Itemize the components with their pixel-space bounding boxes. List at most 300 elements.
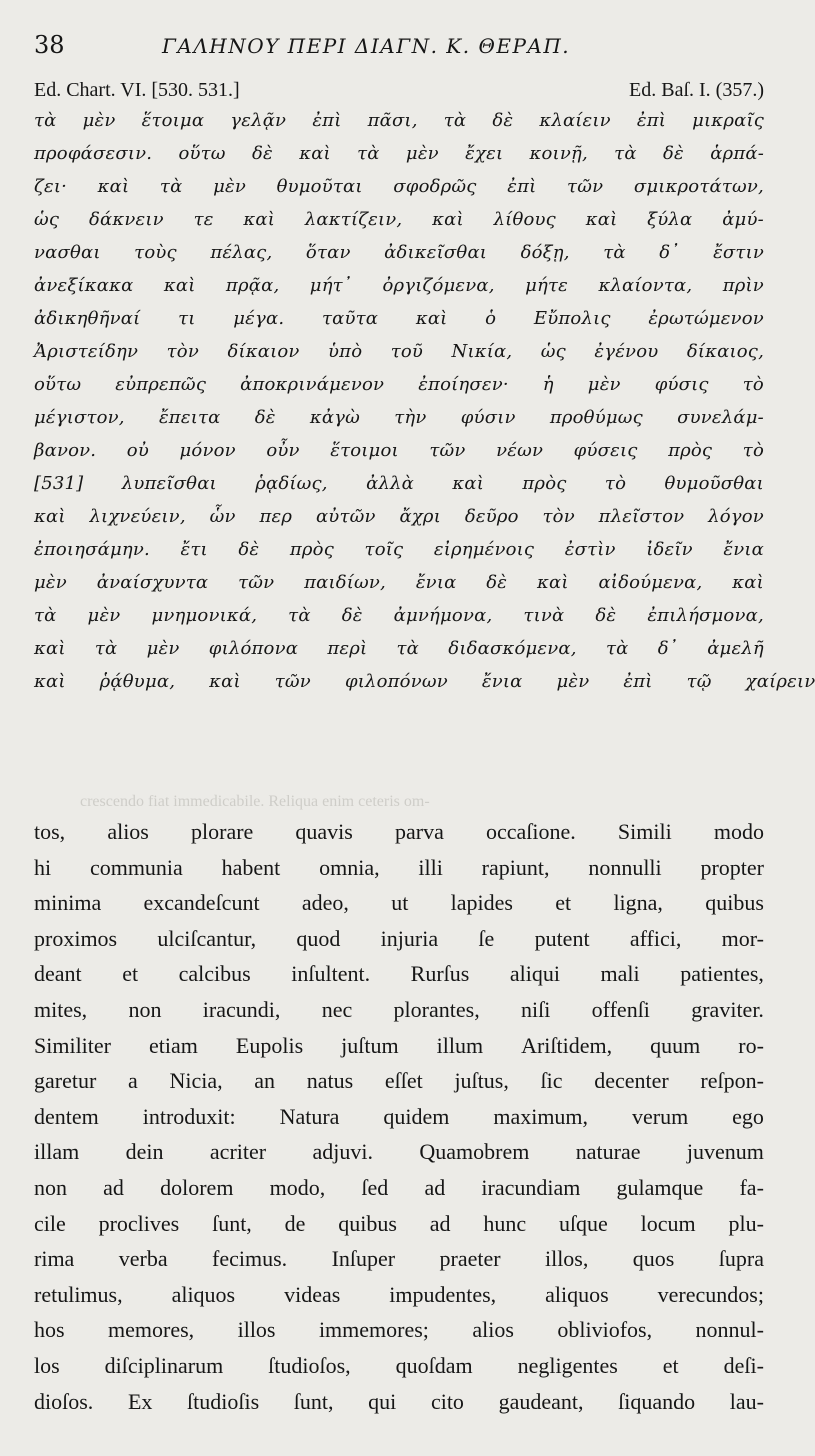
word: dentem — [34, 1103, 99, 1129]
word: τοῦ — [390, 341, 424, 362]
word: injuria — [380, 925, 439, 951]
word: Eupolis — [235, 1032, 304, 1058]
word: retulimus, — [34, 1281, 123, 1307]
word: καὶ — [415, 308, 448, 329]
word: iracundi, — [202, 996, 281, 1022]
word: Nicia, — [169, 1068, 223, 1094]
greek-line — [34, 665, 815, 698]
word: ἀναίσχυντα — [96, 572, 209, 593]
word: εἰρημένοις — [433, 539, 535, 560]
word: ἐστὶν — [564, 539, 616, 560]
greek-line — [34, 236, 764, 269]
word: non — [34, 1174, 67, 1200]
word: an — [254, 1068, 276, 1094]
word: ἕτοιμοι — [330, 440, 399, 461]
word: patientes, — [680, 961, 764, 987]
word: ὅταν — [305, 242, 351, 263]
word: qui — [368, 1388, 397, 1414]
word: Εὔπολις — [533, 308, 611, 329]
word: impudentes, — [389, 1281, 497, 1307]
word: οὐ — [126, 440, 149, 461]
word: ἐποίησεν· — [418, 374, 509, 395]
greek-line — [34, 104, 764, 137]
word: πρὸς — [289, 539, 334, 560]
word: ἀλλὰ — [366, 473, 415, 494]
word: gaudeant, — [498, 1388, 584, 1414]
word: ligna, — [613, 890, 663, 916]
word: fecimus. — [212, 1246, 288, 1272]
word: aliqui — [509, 961, 560, 987]
word: los — [34, 1352, 60, 1378]
greek-line — [34, 203, 764, 236]
word: τὸ — [604, 473, 627, 494]
word: δὲ — [251, 143, 273, 164]
word: hi — [34, 854, 52, 880]
word: cile — [34, 1210, 66, 1236]
word: μήτ᾽ — [309, 275, 353, 296]
word: τὰ — [288, 605, 311, 626]
word: ἀνεξίκακα — [34, 275, 134, 296]
word: προφάσεσιν. — [34, 143, 153, 164]
greek-line — [34, 170, 764, 203]
word: habent — [221, 854, 281, 880]
latin-line — [34, 1384, 764, 1420]
word: illos, — [544, 1246, 589, 1272]
word: ὑπὸ — [328, 341, 363, 362]
word: φιλοπόνων — [344, 671, 448, 692]
word: δὲ — [254, 407, 276, 428]
greek-line — [34, 434, 764, 467]
word: ἐπὶ — [507, 176, 537, 197]
word: καὶ — [163, 275, 196, 296]
word: Natura — [279, 1103, 340, 1129]
greek-line — [34, 632, 764, 665]
greek-line — [34, 566, 764, 599]
word: plorare — [191, 819, 254, 844]
word: mor- — [721, 925, 764, 951]
word: immemores; — [318, 1317, 429, 1343]
word: πέλας, — [210, 242, 273, 263]
word: ἀδικεῖσθαι — [384, 242, 488, 263]
word: κἀγὼ — [309, 407, 361, 428]
latin-line — [34, 1241, 764, 1277]
word: uſque — [558, 1210, 608, 1236]
word: τὸν — [166, 341, 199, 362]
word: aliquos — [171, 1281, 236, 1307]
word: δὲ — [238, 539, 260, 560]
word: μὲν — [82, 110, 116, 131]
word: μνημονικά, — [151, 605, 258, 626]
word: ad — [424, 1174, 446, 1200]
word: natus — [306, 1068, 354, 1094]
word: παιδίων, — [304, 572, 386, 593]
word: τε — [193, 209, 214, 230]
greek-line — [34, 599, 764, 632]
word: ῥᾴθυμα, — [99, 671, 176, 692]
word: τῶν — [429, 440, 466, 461]
word: θυμοῦται — [276, 176, 363, 197]
word: φύσεις — [573, 440, 638, 461]
word: τὰ — [443, 110, 467, 131]
word: ἐποιησάμην. — [34, 539, 150, 560]
latin-line — [34, 1063, 764, 1099]
word: περὶ — [327, 638, 368, 659]
page-number: 38 — [34, 31, 65, 59]
word: dolorem — [160, 1174, 234, 1200]
word: ταῦτα — [321, 308, 379, 329]
word: ὡς — [34, 209, 60, 230]
word: δὲ — [595, 605, 617, 626]
word: deant — [34, 961, 82, 987]
word: memores, — [108, 1317, 195, 1343]
word: ſe — [478, 925, 495, 951]
greek-line — [34, 368, 764, 401]
word: dein — [125, 1139, 164, 1165]
word: μὲν — [213, 176, 246, 197]
word: καὶ — [299, 143, 331, 164]
word: πρὸς — [522, 473, 567, 494]
word: θυμοῦσθαι — [664, 473, 764, 494]
latin-line — [34, 921, 764, 957]
word: φύσις — [654, 374, 709, 395]
latin-line — [34, 885, 764, 921]
word: οὖν — [266, 440, 300, 461]
word: non — [128, 996, 162, 1022]
word: cito — [430, 1388, 464, 1414]
word: de — [284, 1210, 306, 1236]
word: καὶ — [537, 572, 569, 593]
word: αἰδούμενα, — [598, 572, 703, 593]
word: πᾶσι, — [367, 110, 418, 131]
word: gulamque — [616, 1174, 704, 1200]
word: ſunt, — [293, 1388, 334, 1414]
word: πρᾷα, — [225, 275, 280, 296]
word: hos — [34, 1317, 65, 1343]
word: ſic — [540, 1068, 563, 1094]
word: ὀργιζόμενα, — [382, 275, 495, 296]
word: σμικροτάτων, — [633, 176, 764, 197]
word: δὲ — [492, 110, 514, 131]
word: communia — [89, 854, 183, 880]
latin-line — [34, 1170, 764, 1206]
word: μόνον — [179, 440, 236, 461]
word: maximum, — [493, 1103, 589, 1129]
word: alios — [107, 819, 149, 844]
word: illi — [418, 854, 443, 880]
word: quibus — [705, 890, 764, 916]
word: quum — [650, 1032, 701, 1058]
word: δ᾽ — [659, 242, 680, 263]
word: τὰ — [396, 638, 420, 659]
word: μὲν — [587, 374, 621, 395]
word: ro- — [738, 1032, 764, 1058]
latin-line — [34, 1028, 764, 1064]
word: juvenum — [686, 1139, 764, 1165]
word: praeter — [439, 1246, 501, 1272]
word: ἐπὶ — [636, 110, 667, 131]
word: nonnulli — [588, 854, 662, 880]
word: occaſione. — [485, 819, 576, 844]
word: excandeſcunt — [143, 890, 260, 916]
word: καὶ — [209, 671, 241, 692]
word: καὶ — [34, 638, 66, 659]
latin-text-block — [34, 814, 764, 1419]
word: verecundos; — [657, 1281, 764, 1307]
word: illos — [237, 1317, 276, 1343]
word: τὰ — [159, 176, 183, 197]
latin-line — [34, 1277, 764, 1313]
word: verum — [632, 1103, 689, 1129]
word: etiam — [149, 1032, 198, 1058]
word: diſciplinarum — [104, 1352, 224, 1378]
word: καὶ — [97, 176, 130, 197]
word: adeo, — [301, 890, 349, 916]
word: ξύλα — [647, 209, 693, 230]
word: [531] — [34, 473, 84, 494]
word: εὐπρεπῶς — [115, 374, 207, 395]
word: τὰ — [605, 638, 629, 659]
faint-show-through-text: crescendo fiat immedicabile. Reliqua enim ceteris om- — [80, 793, 430, 810]
word: iracundiam — [481, 1174, 581, 1200]
word: ἁρπά- — [710, 143, 764, 164]
word: quos — [632, 1246, 675, 1272]
word: λιχνεύειν, — [89, 506, 186, 527]
word: τῶν — [567, 176, 604, 197]
word: Νικία, — [451, 341, 513, 362]
word: λόγον — [708, 506, 764, 527]
latin-line — [34, 1312, 764, 1348]
greek-line — [34, 401, 764, 434]
word: ῥᾳδίως, — [255, 473, 328, 494]
word: Inſuper — [331, 1246, 396, 1272]
word: καὶ — [243, 209, 276, 230]
word: hunc — [483, 1210, 527, 1236]
word: Ex — [127, 1388, 153, 1414]
word: ἀμύ- — [722, 209, 764, 230]
word: ſiquando — [618, 1388, 696, 1414]
word: μὲν — [87, 605, 121, 626]
word: ἔστιν — [713, 242, 764, 263]
word: καὶ — [432, 209, 464, 230]
word: φιλόπονα — [208, 638, 299, 659]
word: κλαίειν — [539, 110, 611, 131]
word: τὰ — [34, 110, 57, 131]
word: et — [662, 1352, 679, 1378]
word: videas — [284, 1281, 341, 1307]
word: rapiunt, — [481, 854, 550, 880]
latin-line — [34, 1099, 764, 1135]
greek-line — [34, 137, 764, 170]
edition-reference-line — [34, 78, 764, 104]
word: proximos — [34, 925, 118, 951]
word: δάκνειν — [88, 209, 164, 230]
word: οὕτω — [34, 374, 82, 395]
word: τῶν — [238, 572, 275, 593]
word: ἕτοιμα — [141, 110, 205, 131]
word: Rurſus — [410, 961, 470, 987]
greek-line — [34, 533, 764, 566]
word: τὸ — [742, 440, 764, 461]
word: Simili — [617, 819, 672, 844]
greek-line — [34, 335, 764, 368]
word: ſupra — [718, 1246, 764, 1272]
word: ἔνια — [723, 539, 764, 560]
word: καὶ — [34, 671, 66, 692]
word: lau- — [729, 1388, 764, 1414]
word: verba — [118, 1246, 168, 1272]
word: et — [122, 961, 139, 987]
word: quidem — [383, 1103, 450, 1129]
word: καὶ — [452, 473, 485, 494]
word: καὶ — [34, 506, 66, 527]
word: συνελάμ- — [677, 407, 764, 428]
greek-line — [34, 500, 764, 533]
greek-line — [34, 467, 764, 500]
word: ὁ — [485, 308, 497, 329]
word: διδασκόμενα, — [448, 638, 577, 659]
word: calcibus — [178, 961, 251, 987]
word: quoſdam — [395, 1352, 473, 1378]
latin-line — [34, 956, 764, 992]
word: deſi- — [723, 1352, 764, 1378]
word: plorantes, — [393, 996, 480, 1022]
word: μὲν — [405, 143, 439, 164]
word: illam — [34, 1139, 80, 1165]
word: tos, — [34, 819, 66, 844]
word: δόξῃ, — [520, 242, 570, 263]
word: τῷ — [686, 671, 712, 692]
word: τι — [178, 308, 196, 329]
word: δ᾽ — [657, 638, 678, 659]
word: δίκαιον — [227, 341, 300, 362]
word: πρὸς — [668, 440, 713, 461]
word: putent — [534, 925, 590, 951]
word: νέων — [496, 440, 544, 461]
word: ἔτι — [180, 539, 208, 560]
word: Similiter — [34, 1032, 111, 1058]
word: τοὺς — [134, 242, 177, 263]
running-title: ΓΑΛΗΝΟΥ ΠΕΡΙ ΔΙΑΓΝ. Κ. ΘΕΡΑΠ. — [162, 34, 571, 58]
word: τὰ — [357, 143, 380, 164]
word: ἐγένου — [594, 341, 659, 362]
word: ulciſcantur, — [157, 925, 257, 951]
word: οὕτω — [178, 143, 226, 164]
word: μὲν — [556, 671, 590, 692]
word: σφοδρῶς — [393, 176, 477, 197]
word: quod — [296, 925, 341, 951]
word: illum — [436, 1032, 484, 1058]
word: βανον. — [34, 440, 97, 461]
word: ἔπειτα — [158, 407, 221, 428]
word: τινὰ — [523, 605, 565, 626]
word: ἀποκρινάμενον — [240, 374, 385, 395]
word: κλαίοντα, — [598, 275, 693, 296]
word: ἔχει — [465, 143, 504, 164]
word: plu- — [728, 1210, 764, 1236]
word: offenſi — [591, 996, 650, 1022]
word: naturae — [575, 1139, 641, 1165]
word: περ — [259, 506, 293, 527]
greek-line — [34, 302, 764, 335]
latin-line — [34, 992, 764, 1028]
word: πλεῖστον — [598, 506, 685, 527]
word: καὶ — [732, 572, 764, 593]
word: inſultent. — [291, 961, 371, 987]
word: affici, — [629, 925, 682, 951]
word: fa- — [739, 1174, 764, 1200]
word: Quamobrem — [419, 1139, 530, 1165]
word: ὡς — [540, 341, 566, 362]
word: minima — [34, 890, 102, 916]
word: graviter. — [691, 996, 764, 1022]
word: quavis — [295, 819, 353, 844]
word: πρὶν — [722, 275, 764, 296]
word: ζει· — [34, 176, 67, 197]
word: καὶ — [585, 209, 618, 230]
word: propter — [700, 854, 764, 880]
word: προθύμως — [549, 407, 643, 428]
word: μικραῖς — [692, 110, 764, 131]
word: ἔνια — [481, 671, 523, 692]
word: μέγιστον, — [34, 407, 125, 428]
word: ad — [103, 1174, 124, 1200]
word: ἀμελῆ — [707, 638, 764, 659]
word: negligentes — [517, 1352, 618, 1378]
word: parva — [395, 819, 444, 844]
word: μὲν — [34, 572, 67, 593]
latin-line — [34, 814, 764, 850]
word: eſſet — [384, 1068, 423, 1094]
word: dioſos. — [34, 1388, 94, 1414]
word: modo — [713, 819, 764, 844]
word: δὲ — [341, 605, 363, 626]
word: ſtudioſos, — [268, 1352, 351, 1378]
word: ἐπὶ — [623, 671, 653, 692]
word: λυπεῖσθαι — [121, 473, 217, 494]
word: δίκαιος, — [686, 341, 764, 362]
word: τὸ — [742, 374, 764, 395]
word: lapides — [450, 890, 513, 916]
edition-reference-right: Ed. Baſ. I. (357.) — [629, 79, 764, 101]
word: ἐπιλήσμονα, — [647, 605, 764, 626]
word: ego — [732, 1103, 764, 1129]
word: proclives — [98, 1210, 180, 1236]
word: ἡ — [542, 374, 554, 395]
word: ad — [429, 1210, 451, 1236]
word: ſunt, — [212, 1210, 252, 1236]
greek-text-block — [34, 104, 815, 698]
word: φύσιν — [460, 407, 516, 428]
word: ὧν — [209, 506, 236, 527]
word: a — [127, 1068, 138, 1094]
latin-line — [34, 1348, 764, 1384]
word: ſtudioſis — [187, 1388, 260, 1414]
latin-line — [34, 850, 764, 886]
word: νασθαι — [34, 242, 101, 263]
greek-line — [34, 269, 764, 302]
word: ἔνια — [415, 572, 457, 593]
word: rima — [34, 1246, 75, 1272]
word: τὰ — [34, 605, 57, 626]
word: ἀδικηθῆναί — [34, 308, 141, 329]
word: modo, — [269, 1174, 326, 1200]
word: τὴν — [394, 407, 427, 428]
word: acriter — [209, 1139, 267, 1165]
word: ἐπὶ — [312, 110, 342, 131]
word: χαίρειν — [745, 671, 815, 692]
word: ἄχρι — [399, 506, 441, 527]
word: Ἀριστείδην — [34, 341, 139, 362]
